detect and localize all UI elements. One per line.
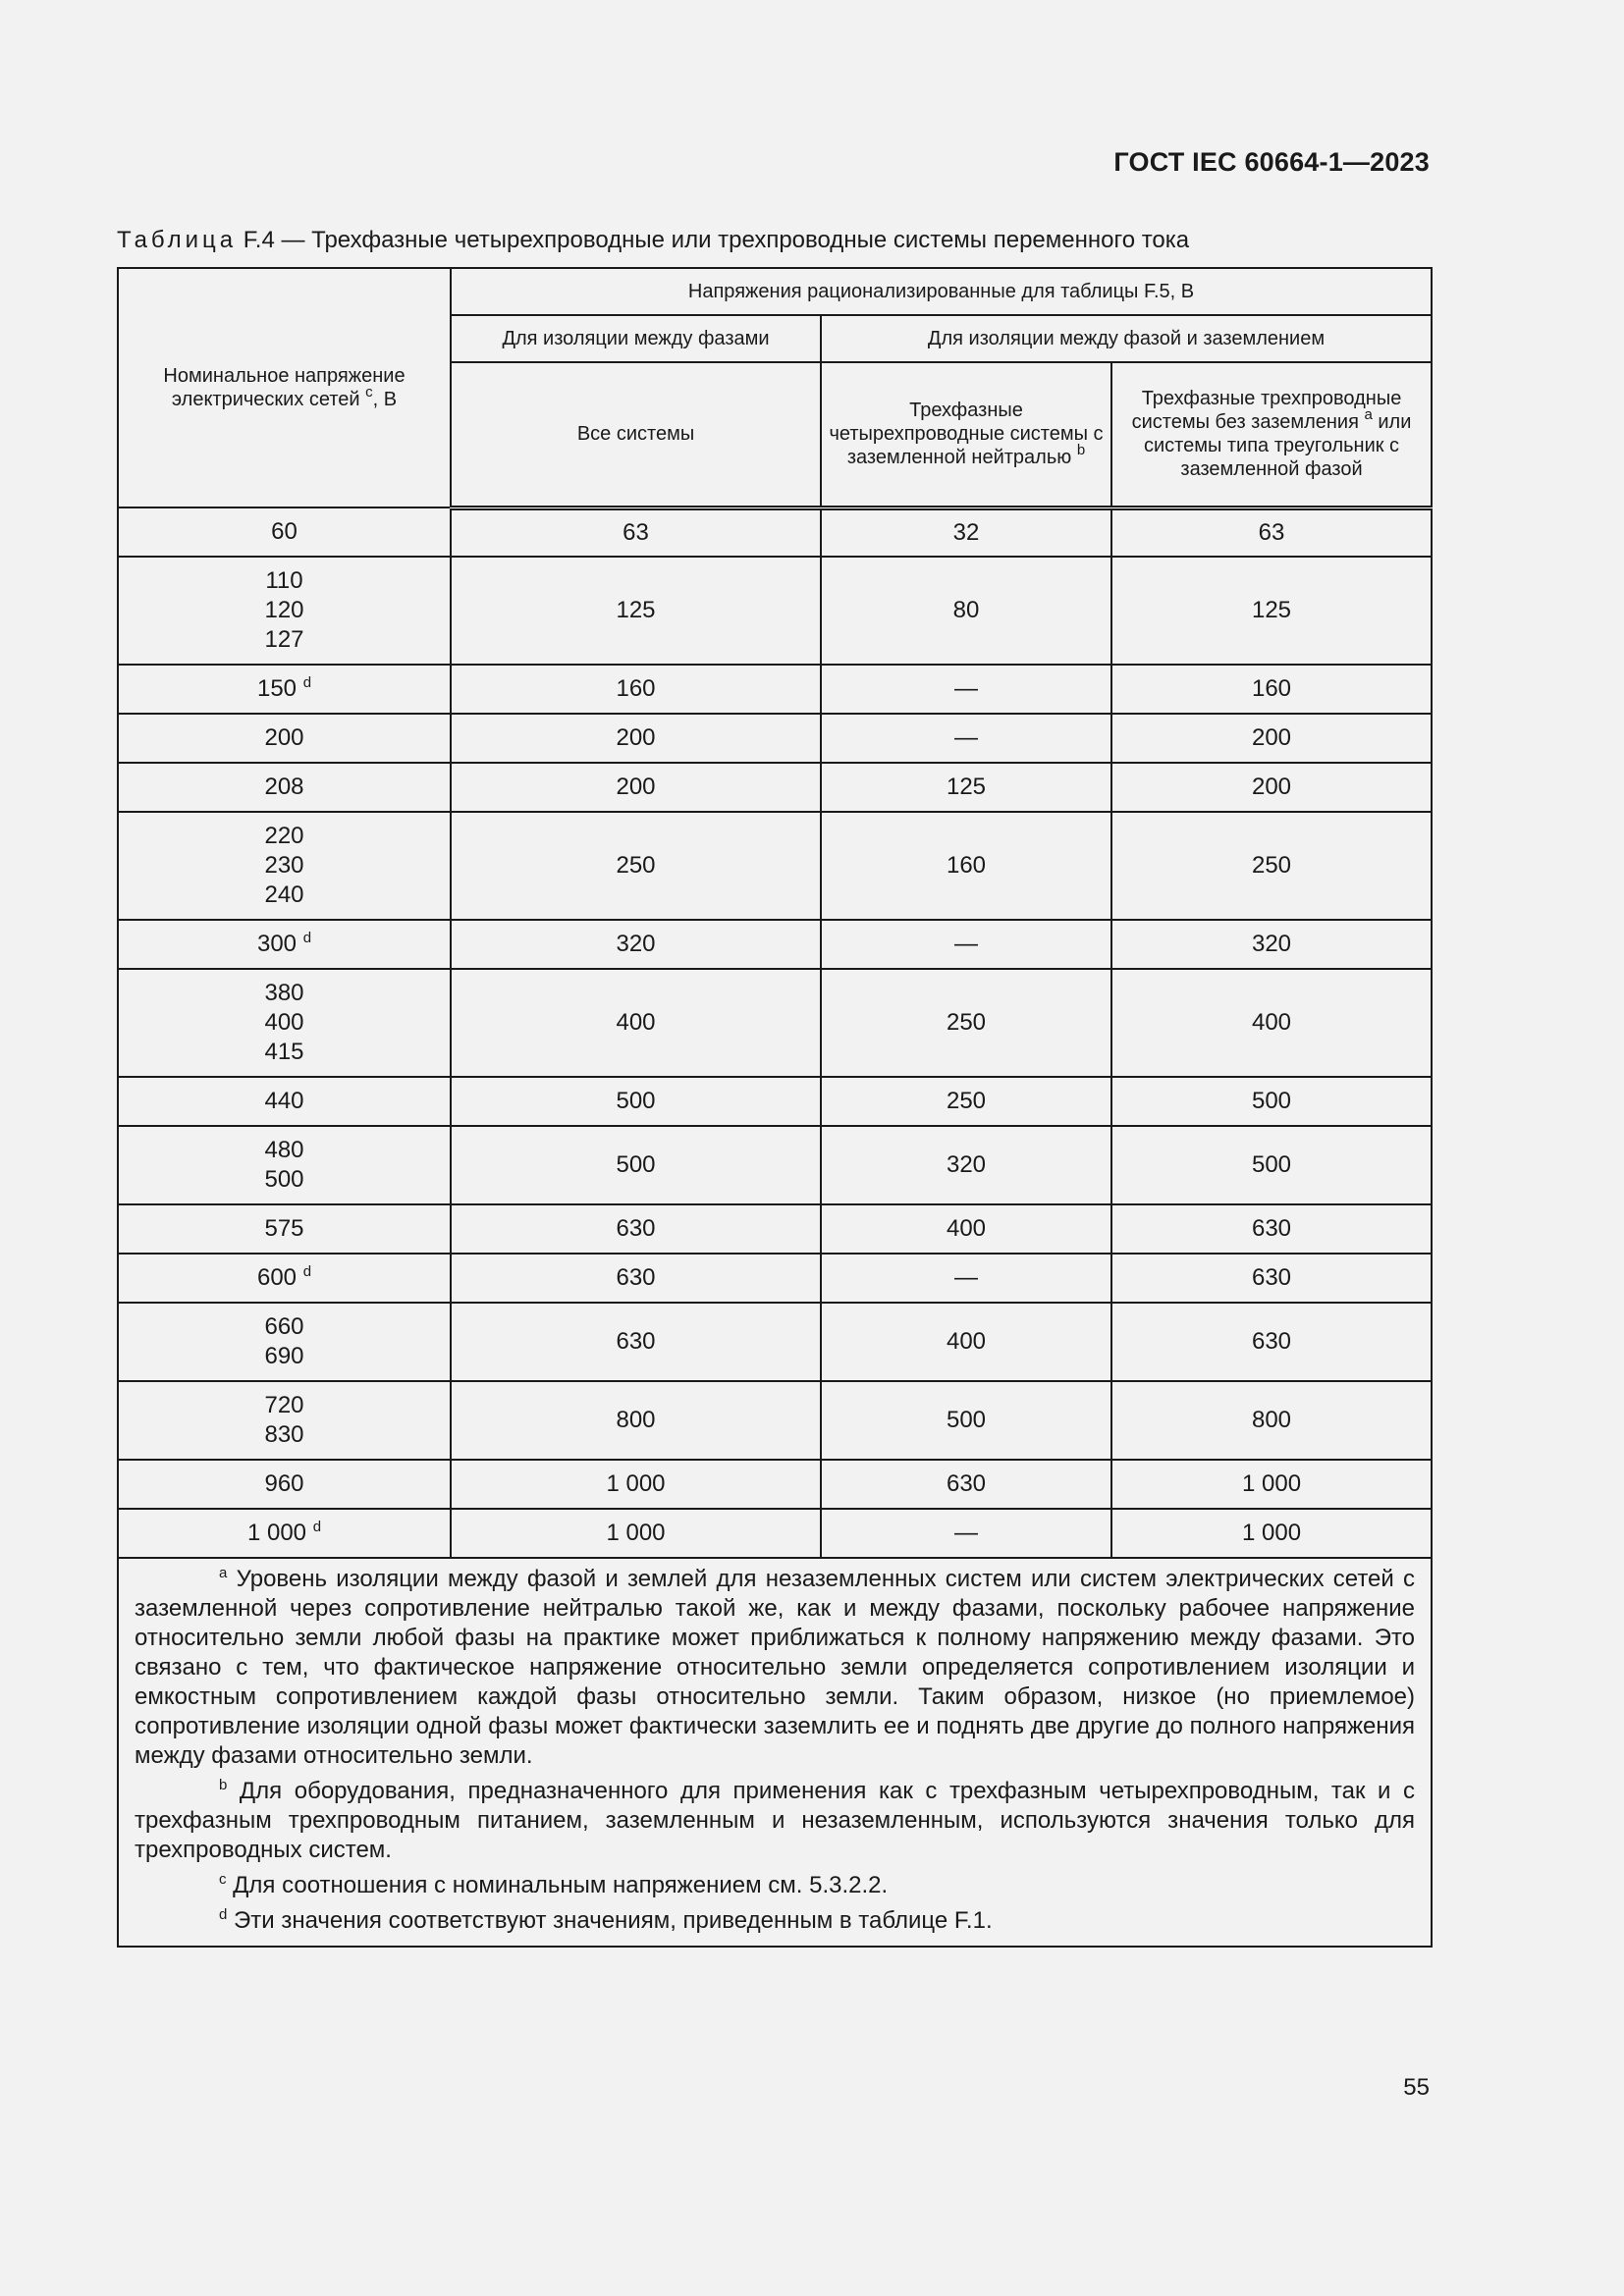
cell-four-wire: — xyxy=(821,920,1111,969)
cell-three-wire: 1 000 xyxy=(1111,1509,1432,1558)
cell-all-systems: 125 xyxy=(451,557,821,665)
nominal-value: 480 xyxy=(264,1137,304,1163)
nominal-value: 60 xyxy=(271,518,298,545)
cell-four-wire: 630 xyxy=(821,1460,1111,1509)
cell-three-wire: 63 xyxy=(1111,507,1432,557)
table-row xyxy=(118,557,1432,665)
cell-all-systems: 200 xyxy=(451,763,821,812)
table-row xyxy=(118,1509,1432,1558)
caption-text: F.4 — Трехфазные четырехпроводные или трехпроводные системы переменного тока xyxy=(243,227,1190,253)
cell-nominal xyxy=(118,812,451,920)
cell-four-wire: 160 xyxy=(821,812,1111,920)
table-row xyxy=(118,1460,1432,1509)
table-row xyxy=(118,920,1432,969)
cell-all-systems: 1 000 xyxy=(451,1509,821,1558)
header-four-wire: Трехфазные четырехпроводные системы с заземленной нейтралью $^b$ xyxy=(821,362,1111,507)
cell-four-wire: 250 xyxy=(821,1077,1111,1126)
cell-nominal xyxy=(118,507,451,557)
cell-nominal xyxy=(118,1509,451,1558)
cell-four-wire: 80 xyxy=(821,557,1111,665)
table-row xyxy=(118,969,1432,1077)
nominal-value: 127 xyxy=(264,626,304,653)
cell-three-wire: 1 000 xyxy=(1111,1460,1432,1509)
cell-nominal xyxy=(118,1381,451,1460)
cell-three-wire: 630 xyxy=(1111,1254,1432,1303)
cell-three-wire: 630 xyxy=(1111,1204,1432,1254)
nominal-value: 150 xyxy=(256,675,298,702)
nominal-value: 200 xyxy=(264,724,304,751)
footnote-a: $^a$ Уровень изоляции между фазой и землей для незаземленных систем или систем электрических сетей с заземленной через сопротивление нейтралью такой же, как и между фазами, поскольку рабочее напряжение относительно земли любой фазы на практике может приближаться к полному напряжению между фазами. Это связано с тем, что фактическое напряжение относительно земли определяется сопротивлением изоляции и емкостным сопротивлением каждой фазы относительно земли. Таким образом, низкое (но приемлемое) сопротивление изоляции одной фазы может фактически заземлить ее и поднять две другие до полного напряжения между фазами относительно земли. xyxy=(135,1565,1416,1769)
page-number: 55 xyxy=(1403,2074,1430,2101)
nominal-value: 660 xyxy=(264,1313,304,1340)
nominal-value: 500 xyxy=(264,1166,304,1193)
cell-all-systems: 500 xyxy=(451,1077,821,1126)
cell-four-wire: — xyxy=(821,665,1111,714)
cell-four-wire: 32 xyxy=(821,507,1111,557)
cell-all-systems: 630 xyxy=(451,1254,821,1303)
table-row xyxy=(118,714,1432,763)
cell-nominal xyxy=(118,1077,451,1126)
cell-four-wire: — xyxy=(821,1254,1111,1303)
cell-nominal xyxy=(118,714,451,763)
cell-three-wire: 800 xyxy=(1111,1381,1432,1460)
cell-all-systems: 200 xyxy=(451,714,821,763)
nominal-value: 830 xyxy=(264,1421,304,1448)
table-row xyxy=(118,1303,1432,1381)
cell-nominal xyxy=(118,969,451,1077)
header-phase-phase: Для изоляции между фазами xyxy=(451,315,821,362)
voltage-table xyxy=(117,267,1433,1948)
cell-four-wire: 250 xyxy=(821,969,1111,1077)
footnote-mark: d xyxy=(302,674,312,691)
cell-four-wire: 500 xyxy=(821,1381,1111,1460)
cell-three-wire: 500 xyxy=(1111,1077,1432,1126)
header-rationalized-voltages: Напряжения рационализированные для таблицы F.5, В xyxy=(451,268,1432,315)
nominal-value: 120 xyxy=(264,597,304,623)
cell-three-wire: 500 xyxy=(1111,1126,1432,1204)
nominal-value: 415 xyxy=(264,1039,304,1065)
cell-four-wire: — xyxy=(821,1509,1111,1558)
table-row xyxy=(118,665,1432,714)
cell-all-systems: 160 xyxy=(451,665,821,714)
header-phase-earth: Для изоляции между фазой и заземлением xyxy=(821,315,1432,362)
cell-all-systems: 63 xyxy=(451,507,821,557)
cell-nominal xyxy=(118,1126,451,1204)
cell-nominal xyxy=(118,557,451,665)
document-code: ГОСТ IEC 60664-1—2023 xyxy=(1113,147,1430,177)
cell-three-wire: 400 xyxy=(1111,969,1432,1077)
table-row xyxy=(118,1381,1432,1460)
cell-all-systems: 800 xyxy=(451,1381,821,1460)
cell-three-wire: 125 xyxy=(1111,557,1432,665)
cell-nominal xyxy=(118,1460,451,1509)
cell-three-wire: 320 xyxy=(1111,920,1432,969)
footnote-mark: d xyxy=(302,930,312,946)
nominal-value: 1 000 xyxy=(246,1520,307,1546)
nominal-value: 960 xyxy=(264,1470,304,1497)
nominal-value: 400 xyxy=(264,1009,304,1036)
cell-four-wire: 320 xyxy=(821,1126,1111,1204)
cell-all-systems: 400 xyxy=(451,969,821,1077)
cell-three-wire: 250 xyxy=(1111,812,1432,920)
nominal-value: 208 xyxy=(264,774,304,800)
cell-all-systems: 320 xyxy=(451,920,821,969)
cell-all-systems: 1 000 xyxy=(451,1460,821,1509)
header-all-systems: Все системы xyxy=(451,362,821,507)
table-row xyxy=(118,812,1432,920)
nominal-value: 110 xyxy=(265,567,303,594)
nominal-value: 720 xyxy=(264,1392,304,1418)
table-row xyxy=(118,1204,1432,1254)
header-three-wire: Трехфазные трехпроводные системы без заземления $^a$ или системы типа треугольник с заземленной фазой xyxy=(1111,362,1432,507)
nominal-value: 690 xyxy=(264,1343,304,1369)
cell-nominal xyxy=(118,1254,451,1303)
nominal-value: 240 xyxy=(264,881,304,908)
cell-all-systems: 500 xyxy=(451,1126,821,1204)
cell-nominal xyxy=(118,1303,451,1381)
footnote-mark: d xyxy=(312,1519,322,1535)
table-row xyxy=(118,1077,1432,1126)
cell-nominal xyxy=(118,920,451,969)
footnote-d: $^d$ Эти значения соответствуют значениям, приведенным в таблице F.1. xyxy=(219,1906,993,1934)
cell-four-wire: 125 xyxy=(821,763,1111,812)
nominal-value: 380 xyxy=(264,980,304,1006)
footnote-b: $^b$ Для оборудования, предназначенного для применения как с трехфазным четырехпроводным, так и с трехфазным трехпроводным питанием, заземленным и незаземленным, используются значения только для трехпроводных систем. xyxy=(135,1777,1416,1863)
table-row xyxy=(118,763,1432,812)
cell-four-wire: 400 xyxy=(821,1204,1111,1254)
table-row xyxy=(118,1126,1432,1204)
cell-nominal xyxy=(118,1204,451,1254)
cell-nominal xyxy=(118,665,451,714)
cell-three-wire: 200 xyxy=(1111,714,1432,763)
cell-three-wire: 630 xyxy=(1111,1303,1432,1381)
cell-all-systems: 630 xyxy=(451,1303,821,1381)
cell-four-wire: 400 xyxy=(821,1303,1111,1381)
footnote-c: $^c$ Для соотношения с номинальным напряжением см. 5.3.2.2. xyxy=(219,1871,889,1898)
nominal-value: 575 xyxy=(264,1215,304,1242)
cell-all-systems: 630 xyxy=(451,1204,821,1254)
nominal-value: 230 xyxy=(264,852,304,879)
table-caption xyxy=(117,227,1189,254)
cell-four-wire: — xyxy=(821,714,1111,763)
table-row xyxy=(118,1254,1432,1303)
cell-three-wire: 200 xyxy=(1111,763,1432,812)
footnote-mark: d xyxy=(302,1263,312,1280)
table-row xyxy=(118,507,1432,557)
cell-three-wire: 160 xyxy=(1111,665,1432,714)
caption-label: Таблица xyxy=(117,227,238,253)
cell-nominal xyxy=(118,763,451,812)
nominal-value: 440 xyxy=(264,1088,304,1114)
nominal-value: 300 xyxy=(256,931,298,957)
nominal-value: 600 xyxy=(256,1264,298,1291)
nominal-value: 220 xyxy=(264,823,304,849)
table-footnotes xyxy=(118,1558,1432,1947)
header-nominal-voltage: Номинальное напряжение электрических сетей $^c$, В xyxy=(118,268,451,507)
cell-all-systems: 250 xyxy=(451,812,821,920)
